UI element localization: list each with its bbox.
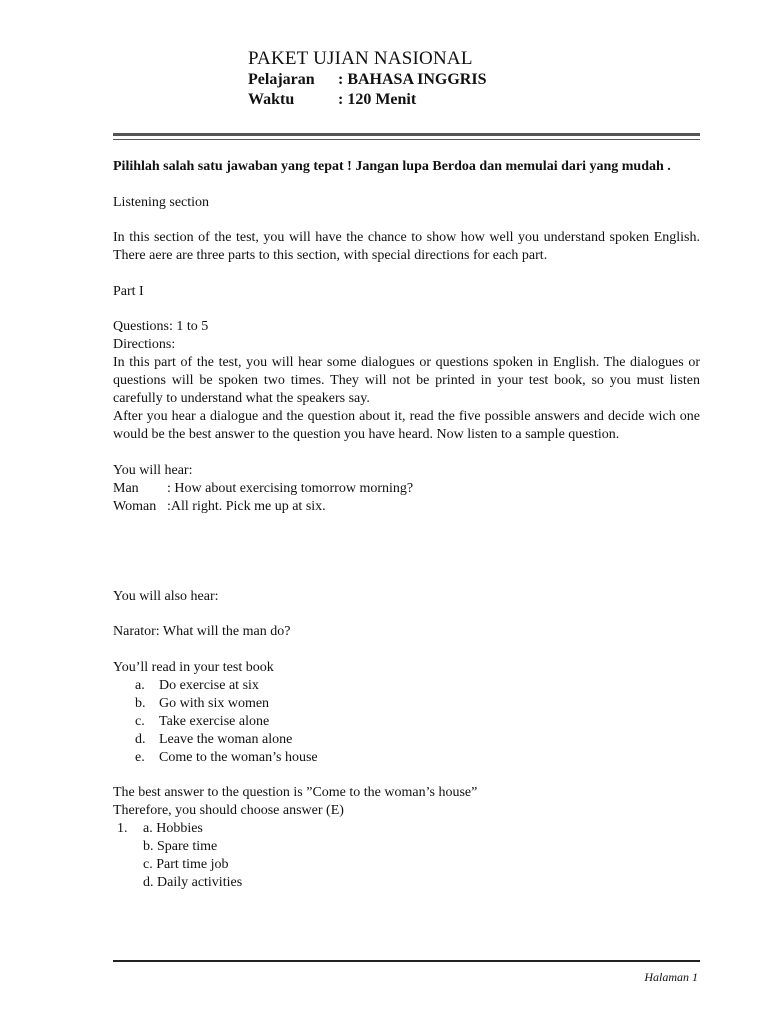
option-letter: e. [135, 749, 145, 765]
list-item [113, 713, 700, 731]
instruction-text: Pilihlah salah satu jawaban yang tepat ! Jangan lupa Berdoa dan memulai dari yang mudah . [113, 159, 671, 174]
best-answer-text: The best answer to the question is ”Come to the woman’s house” [113, 785, 478, 800]
dialogue-text: :All right. Pick me up at six. [167, 498, 326, 514]
dialogue-speaker: Woman [113, 498, 157, 514]
list-item: a. Hobbies [143, 821, 203, 836]
page-footer: Halaman 1 [644, 970, 698, 984]
time-label: Waktu [248, 91, 295, 108]
question-number: 1. [117, 821, 128, 836]
list-item: d. Daily activities [143, 875, 243, 890]
dialogue-line [113, 480, 700, 498]
option-text: Leave the woman alone [159, 731, 293, 747]
option-text: Come to the woman’s house [159, 749, 318, 765]
dialogue-speaker: Man [113, 480, 139, 496]
therefore-text: Therefore, you should choose answer (E) [113, 803, 344, 818]
hear-label: You will hear: [113, 462, 193, 478]
option-letter: b. [135, 695, 146, 711]
section-title: Listening section [113, 194, 210, 210]
read-label: You’ll read in your test book [113, 659, 274, 675]
also-hear-label: You will also hear: [113, 588, 219, 604]
document-header [248, 48, 486, 110]
exam-title: PAKET UJIAN NASIONAL [248, 48, 473, 69]
section-intro: In this section of the test, you will have the chance to show how well you understand spoken English. There aere are three parts to this section, with special directions for each part. [113, 230, 700, 263]
dialogue-text: : How about exercising tomorrow morning? [167, 480, 414, 496]
directions-label: Directions: [113, 337, 176, 352]
list-item [113, 749, 700, 767]
question-1 [113, 820, 700, 892]
list-item: b. Spare time [143, 839, 218, 854]
option-text: Go with six women [159, 695, 270, 711]
narrator-question: Narator: What will the man do? [113, 624, 291, 639]
list-item [113, 695, 700, 713]
option-text: Do exercise at six [159, 677, 259, 693]
list-item [113, 677, 700, 695]
footer-divider [113, 960, 700, 962]
header-divider-thick [113, 133, 700, 136]
subject-label: Pelajaran [248, 71, 315, 88]
document-body [113, 158, 700, 892]
header-divider-thin [113, 139, 700, 140]
question-options [143, 820, 242, 892]
sample-options-list [113, 677, 700, 767]
subject-row [248, 70, 486, 90]
directions-paragraph-1: In this part of the test, you will hear some dialogues or questions spoken in English. The dialogues or questions will be spoken two times. They will not be printed in your test book, so you must listen carefully to understand what the speakers say. [113, 355, 700, 406]
option-letter: a. [135, 677, 145, 693]
option-text: Take exercise alone [159, 713, 270, 729]
part-title: Part I [113, 283, 144, 299]
time-row [248, 90, 486, 110]
subject-value: : BAHASA INGGRIS [338, 71, 487, 88]
option-letter: d. [135, 731, 146, 747]
time-value: : 120 Menit [338, 91, 417, 108]
option-letter: c. [135, 713, 145, 729]
dialogue-line [113, 498, 700, 516]
questions-label: Questions: 1 to 5 [113, 319, 209, 334]
list-item [113, 731, 700, 749]
directions-paragraph-2: After you hear a dialogue and the question about it, read the five possible answers and decide wich one would be the best answer to the question you have heard. Now listen to a sample question. [113, 409, 700, 442]
list-item: c. Part time job [143, 857, 229, 872]
